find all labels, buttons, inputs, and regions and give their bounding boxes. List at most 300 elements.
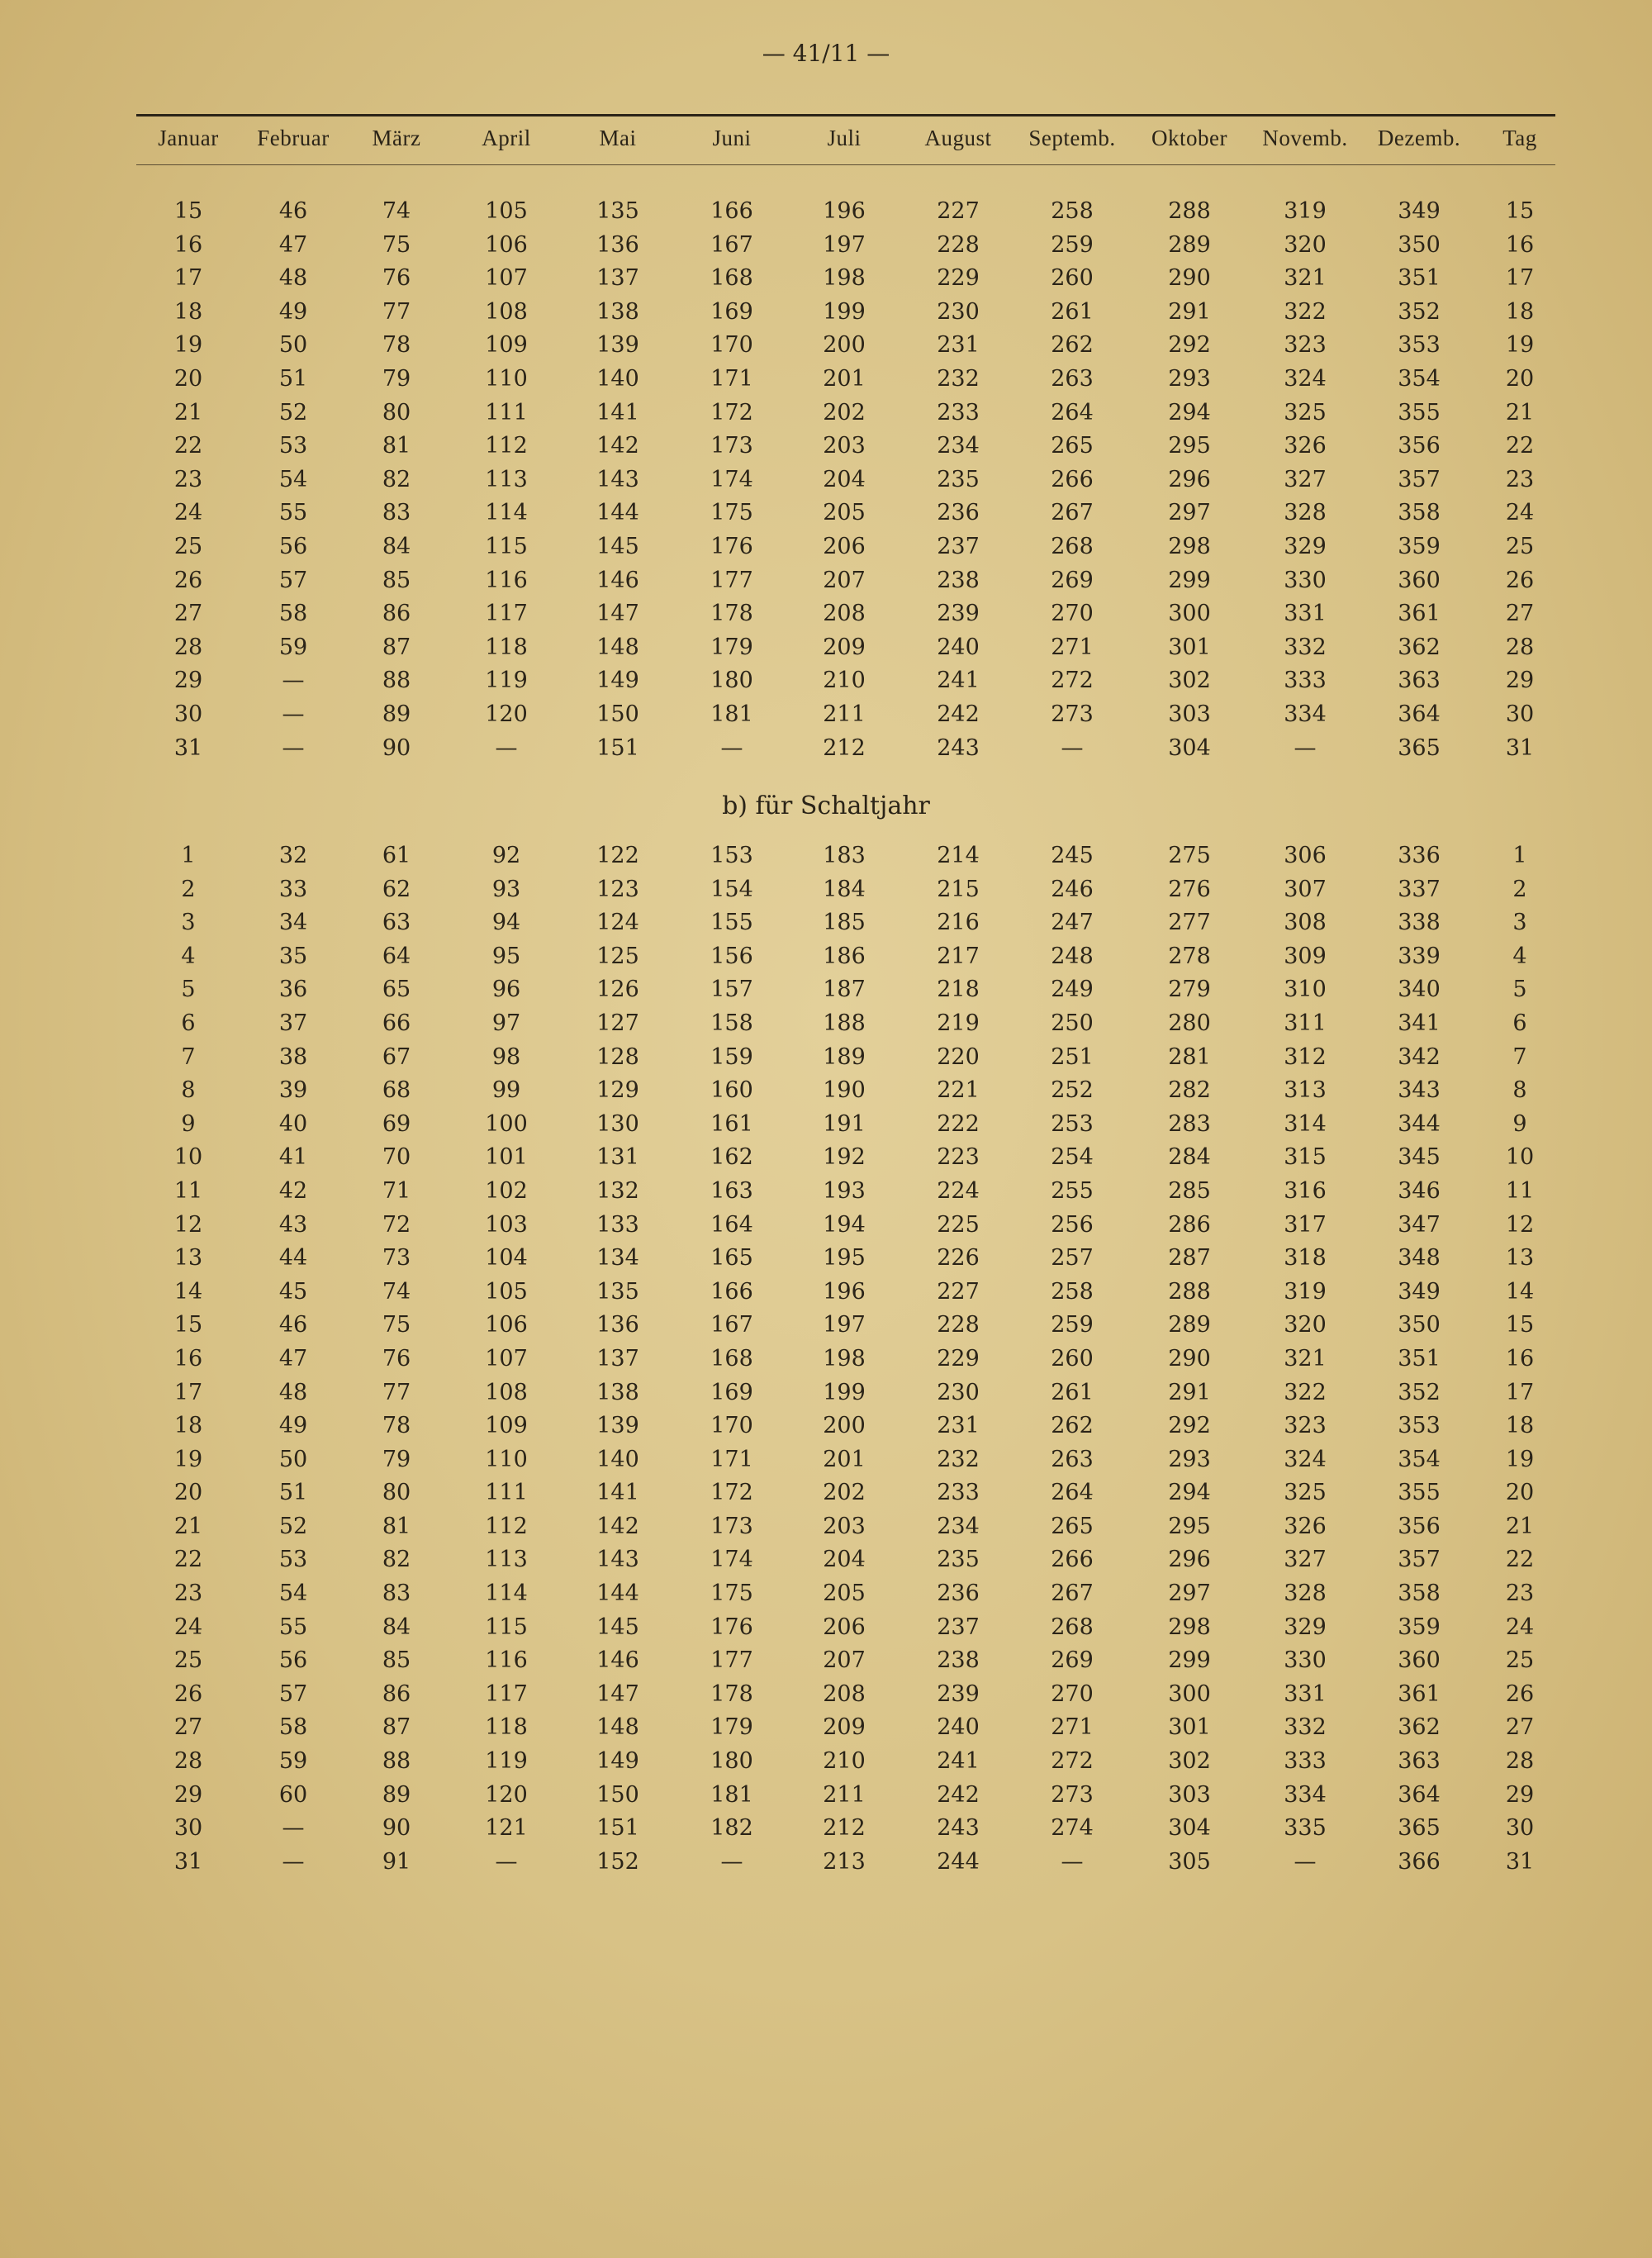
table-cell: 359 xyxy=(1398,1614,1441,1640)
table-cell: 227 xyxy=(937,198,980,224)
table-cell: 5 xyxy=(181,977,196,1003)
table-cell: 60 xyxy=(278,1781,308,1808)
table-cell: 230 xyxy=(937,298,980,325)
table-cell: 293 xyxy=(1168,1446,1211,1472)
table-cell: 56 xyxy=(278,1647,308,1674)
table-cell: 91 xyxy=(382,1848,411,1875)
table-cell: 137 xyxy=(596,1345,639,1371)
table-cell: 231 xyxy=(937,1413,980,1439)
table-cell: 30 xyxy=(1505,1815,1535,1842)
table-cell: 142 xyxy=(596,1513,639,1539)
table-row xyxy=(0,397,1652,430)
table-cell: 218 xyxy=(937,977,980,1003)
table-cell: 291 xyxy=(1168,298,1211,325)
table-cell: 240 xyxy=(937,634,980,660)
table-cell: 142 xyxy=(596,433,639,459)
table-cell: 154 xyxy=(710,876,753,902)
table-cell: 234 xyxy=(937,433,980,459)
table-cell: 279 xyxy=(1168,977,1211,1003)
table-cell: 357 xyxy=(1398,1547,1441,1573)
column-header: Mai xyxy=(599,126,637,150)
table-cell: 100 xyxy=(485,1110,528,1137)
table-cell: 42 xyxy=(278,1177,308,1204)
table-cell: 232 xyxy=(937,1446,980,1472)
table-cell: 334 xyxy=(1284,701,1327,727)
table-cell: 207 xyxy=(823,567,866,593)
table-cell: 108 xyxy=(485,1379,528,1405)
table-cell: 117 xyxy=(485,1680,528,1707)
table-cell: 281 xyxy=(1168,1043,1211,1070)
table-cell: 23 xyxy=(173,466,203,492)
table-cell: 196 xyxy=(823,1278,866,1305)
table-cell: 232 xyxy=(937,365,980,392)
table-cell: 259 xyxy=(1051,231,1094,258)
table-cell: 175 xyxy=(710,1581,753,1607)
table-cell: 24 xyxy=(1505,1614,1535,1640)
table-cell: 30 xyxy=(1505,701,1535,727)
table-cell: 94 xyxy=(491,910,521,936)
table-cell: 96 xyxy=(491,977,521,1003)
table-cell: 31 xyxy=(173,734,203,761)
table-cell: 164 xyxy=(710,1211,753,1238)
table-cell: 242 xyxy=(937,701,980,727)
table-cell: 332 xyxy=(1284,1714,1327,1741)
table-cell: 21 xyxy=(1505,1513,1535,1539)
table-cell: 143 xyxy=(596,1547,639,1573)
table-cell: 26 xyxy=(1505,567,1535,593)
table-cell: 337 xyxy=(1398,876,1441,902)
table-cell: 78 xyxy=(382,1413,411,1439)
table-cell: 174 xyxy=(710,1547,753,1573)
table-cell: 144 xyxy=(596,500,639,526)
table-cell: 242 xyxy=(937,1781,980,1808)
table-cell: 332 xyxy=(1284,634,1327,660)
table-row xyxy=(0,1611,1652,1645)
table-cell: 319 xyxy=(1284,198,1327,224)
table-cell: 209 xyxy=(823,1714,866,1741)
table-cell: 307 xyxy=(1284,876,1327,902)
table-cell: 356 xyxy=(1398,1513,1441,1539)
table-cell: 322 xyxy=(1284,1379,1327,1405)
table-row xyxy=(0,329,1652,363)
table-cell: 47 xyxy=(278,231,308,258)
table-cell: 210 xyxy=(823,668,866,694)
table-cell: 105 xyxy=(485,198,528,224)
table-cell: 212 xyxy=(823,734,866,761)
table-cell: 183 xyxy=(823,843,866,868)
table-cell: 191 xyxy=(823,1110,866,1137)
table-cell: 178 xyxy=(710,601,753,627)
table-cell: 248 xyxy=(1051,943,1094,969)
table-row xyxy=(0,1376,1652,1410)
table-cell: 3 xyxy=(1512,910,1527,936)
table-cell: 136 xyxy=(596,1312,639,1338)
day-number-table-leap-year xyxy=(0,839,1652,1879)
table-cell: 102 xyxy=(485,1177,528,1204)
table-cell: 292 xyxy=(1168,1413,1211,1439)
table-cell: 6 xyxy=(181,1010,196,1036)
table-cell: 230 xyxy=(937,1379,980,1405)
table-cell: 263 xyxy=(1051,1446,1094,1472)
table-cell: 21 xyxy=(1505,399,1535,425)
section-b-title: b) für Schaltjahr xyxy=(722,791,930,820)
table-cell: 4 xyxy=(181,943,196,969)
table-cell: 216 xyxy=(937,910,980,936)
table-cell: 205 xyxy=(823,500,866,526)
table-cell: 265 xyxy=(1051,1513,1094,1539)
table-row xyxy=(0,1041,1652,1075)
table-row xyxy=(0,597,1652,631)
table-cell: 267 xyxy=(1051,500,1094,526)
table-cell: 327 xyxy=(1284,466,1327,492)
table-cell: 1 xyxy=(1512,843,1527,868)
table-cell: 210 xyxy=(823,1748,866,1775)
table-cell: 35 xyxy=(278,943,308,969)
table-cell: 115 xyxy=(485,533,528,559)
table-cell: 329 xyxy=(1284,1614,1327,1640)
table-cell: 252 xyxy=(1051,1077,1094,1104)
table-cell: 193 xyxy=(823,1177,866,1204)
table-cell: 301 xyxy=(1168,634,1211,660)
table-cell: 148 xyxy=(596,634,639,660)
table-cell: 9 xyxy=(1512,1110,1527,1137)
table-cell: 74 xyxy=(382,1278,411,1305)
table-cell: 285 xyxy=(1168,1177,1211,1204)
table-cell: 354 xyxy=(1398,365,1441,392)
table-cell: 30 xyxy=(173,701,203,727)
table-cell: 27 xyxy=(1505,601,1535,627)
table-cell: 166 xyxy=(710,1278,753,1305)
table-cell: 194 xyxy=(823,1211,866,1238)
table-cell: 306 xyxy=(1284,843,1327,868)
table-cell: 63 xyxy=(382,910,411,936)
table-cell: 304 xyxy=(1168,1815,1211,1842)
table-cell: 330 xyxy=(1284,1647,1327,1674)
table-cell: 59 xyxy=(278,634,308,660)
table-cell: 113 xyxy=(485,466,528,492)
table-cell: 233 xyxy=(937,1480,980,1506)
table-cell: 25 xyxy=(173,1647,203,1674)
table-cell: 186 xyxy=(823,943,866,969)
table-cell: 20 xyxy=(173,365,203,392)
table-cell: 97 xyxy=(491,1010,521,1036)
table-cell: 26 xyxy=(1505,1680,1535,1707)
table-cell: 76 xyxy=(382,265,411,292)
table-cell: 76 xyxy=(382,1345,411,1371)
table-row xyxy=(0,463,1652,497)
table-cell: 235 xyxy=(937,466,980,492)
table-cell: 150 xyxy=(596,1781,639,1808)
table-cell: 44 xyxy=(278,1245,308,1272)
table-cell: 55 xyxy=(278,1614,308,1640)
table-cell: 272 xyxy=(1051,668,1094,694)
table-cell: 364 xyxy=(1398,701,1441,727)
table-cell: — xyxy=(282,668,305,694)
table-cell: 243 xyxy=(937,734,980,761)
table-cell: 11 xyxy=(173,1177,203,1204)
table-row xyxy=(0,430,1652,463)
table-cell: 264 xyxy=(1051,399,1094,425)
table-cell: 58 xyxy=(278,601,308,627)
table-cell: 282 xyxy=(1168,1077,1211,1104)
table-cell: 14 xyxy=(1505,1278,1535,1305)
table-cell: 243 xyxy=(937,1815,980,1842)
table-cell: 219 xyxy=(937,1010,980,1036)
table-cell: 20 xyxy=(1505,1480,1535,1506)
table-cell: 109 xyxy=(485,1413,528,1439)
table-cell: 257 xyxy=(1051,1245,1094,1272)
table-cell: 228 xyxy=(937,1312,980,1338)
table-cell: 298 xyxy=(1168,1614,1211,1640)
table-cell: 354 xyxy=(1398,1446,1441,1472)
column-header: Novemb. xyxy=(1262,126,1348,150)
table-cell: — xyxy=(1294,1848,1317,1875)
table-row xyxy=(0,1644,1652,1678)
table-row xyxy=(0,906,1652,940)
table-cell: 169 xyxy=(710,298,753,325)
table-cell: 346 xyxy=(1398,1177,1441,1204)
table-cell: 108 xyxy=(485,298,528,325)
table-cell: 85 xyxy=(382,567,411,593)
table-cell: 46 xyxy=(278,1312,308,1338)
table-cell: 23 xyxy=(1505,466,1535,492)
table-cell: 2 xyxy=(1512,876,1527,902)
table-cell: 80 xyxy=(382,1480,411,1506)
table-cell: 338 xyxy=(1398,910,1441,936)
table-cell: 135 xyxy=(596,198,639,224)
table-cell: 131 xyxy=(596,1144,639,1171)
table-cell: 222 xyxy=(937,1110,980,1137)
table-cell: 203 xyxy=(823,433,866,459)
table-cell: 57 xyxy=(278,567,308,593)
table-cell: 87 xyxy=(382,1714,411,1741)
table-cell: 169 xyxy=(710,1379,753,1405)
table-cell: 82 xyxy=(382,466,411,492)
table-cell: 365 xyxy=(1398,734,1441,761)
table-cell: 28 xyxy=(1505,634,1535,660)
table-cell: 146 xyxy=(596,567,639,593)
table-row xyxy=(0,1108,1652,1142)
table-row xyxy=(0,363,1652,397)
table-cell: 29 xyxy=(173,668,203,694)
table-cell: 25 xyxy=(1505,1647,1535,1674)
table-row xyxy=(0,1309,1652,1343)
table-cell: 217 xyxy=(937,943,980,969)
table-cell: 172 xyxy=(710,1480,753,1506)
table-cell: 284 xyxy=(1168,1144,1211,1171)
table-cell: 20 xyxy=(173,1480,203,1506)
table-cell: 195 xyxy=(823,1245,866,1272)
table-cell: 71 xyxy=(382,1177,411,1204)
table-row xyxy=(0,1711,1652,1745)
table-cell: 115 xyxy=(485,1614,528,1640)
table-cell: 351 xyxy=(1398,1345,1441,1371)
table-cell: 160 xyxy=(710,1077,753,1104)
table-cell: 49 xyxy=(278,1413,308,1439)
column-header: Februar xyxy=(257,126,330,150)
table-cell: 21 xyxy=(173,399,203,425)
table-cell: 173 xyxy=(710,1513,753,1539)
table-cell: 16 xyxy=(173,1345,203,1371)
table-cell: 316 xyxy=(1284,1177,1327,1204)
table-cell: 256 xyxy=(1051,1211,1094,1238)
table-cell: 25 xyxy=(1505,533,1535,559)
table-cell: — xyxy=(282,1815,305,1842)
table-cell: 79 xyxy=(382,365,411,392)
table-cell: 258 xyxy=(1051,1278,1094,1305)
table-cell: 48 xyxy=(278,1379,308,1405)
table-cell: 260 xyxy=(1051,1345,1094,1371)
table-cell: 50 xyxy=(278,332,308,359)
table-cell: 324 xyxy=(1284,1446,1327,1472)
table-cell: 85 xyxy=(382,1647,411,1674)
table-cell: 267 xyxy=(1051,1581,1094,1607)
table-cell: 40 xyxy=(278,1110,308,1137)
table-cell: 265 xyxy=(1051,433,1094,459)
table-cell: — xyxy=(495,734,518,761)
table-row xyxy=(0,1577,1652,1611)
table-cell: 328 xyxy=(1284,500,1327,526)
table-cell: 77 xyxy=(382,298,411,325)
table-cell: 121 xyxy=(485,1815,528,1842)
table-cell: — xyxy=(1061,734,1084,761)
table-cell: 26 xyxy=(173,567,203,593)
table-cell: 343 xyxy=(1398,1077,1441,1104)
table-cell: 48 xyxy=(278,265,308,292)
table-cell: 255 xyxy=(1051,1177,1094,1204)
table-row xyxy=(0,940,1652,974)
table-cell: 70 xyxy=(382,1144,411,1171)
table-cell: 86 xyxy=(382,601,411,627)
table-cell: 189 xyxy=(823,1043,866,1070)
table-row xyxy=(0,1846,1652,1880)
table-cell: 98 xyxy=(491,1043,521,1070)
table-cell: 41 xyxy=(278,1144,308,1171)
table-cell: 304 xyxy=(1168,734,1211,761)
table-row xyxy=(0,1343,1652,1376)
table-cell: 31 xyxy=(1505,734,1535,761)
table-row xyxy=(0,1812,1652,1846)
table-cell: 140 xyxy=(596,365,639,392)
table-cell: 18 xyxy=(1505,1413,1535,1439)
table-cell: 7 xyxy=(181,1043,196,1070)
table-cell: 321 xyxy=(1284,265,1327,292)
table-cell: 303 xyxy=(1168,701,1211,727)
table-cell: 292 xyxy=(1168,332,1211,359)
table-cell: 347 xyxy=(1398,1211,1441,1238)
table-cell: 294 xyxy=(1168,1480,1211,1506)
table-cell: 328 xyxy=(1284,1581,1327,1607)
table-cell: 363 xyxy=(1398,668,1441,694)
column-header: Oktober xyxy=(1151,126,1227,150)
table-row xyxy=(0,564,1652,598)
table-cell: 80 xyxy=(382,399,411,425)
table-cell: 244 xyxy=(937,1848,980,1875)
table-cell: 259 xyxy=(1051,1312,1094,1338)
table-cell: 197 xyxy=(823,1312,866,1338)
table-cell: 28 xyxy=(173,634,203,660)
table-cell: 356 xyxy=(1398,433,1441,459)
table-cell: 263 xyxy=(1051,365,1094,392)
table-cell: 174 xyxy=(710,466,753,492)
table-cell: 149 xyxy=(596,1748,639,1775)
table-cell: 89 xyxy=(382,701,411,727)
table-cell: 24 xyxy=(1505,500,1535,526)
table-cell: 104 xyxy=(485,1245,528,1272)
table-cell: 176 xyxy=(710,533,753,559)
table-cell: 271 xyxy=(1051,1714,1094,1741)
table-cell: 180 xyxy=(710,668,753,694)
table-cell: 246 xyxy=(1051,876,1094,902)
table-cell: 3 xyxy=(181,910,196,936)
table-cell: 29 xyxy=(1505,1781,1535,1808)
table-row xyxy=(0,1678,1652,1712)
table-cell: 241 xyxy=(937,668,980,694)
table-cell: 153 xyxy=(710,843,753,868)
table-cell: 159 xyxy=(710,1043,753,1070)
table-cell: 53 xyxy=(278,1547,308,1573)
table-cell: 26 xyxy=(173,1680,203,1707)
table-cell: 4 xyxy=(1512,943,1527,969)
table-cell: 188 xyxy=(823,1010,866,1036)
header-rule xyxy=(136,164,1555,165)
table-cell: 261 xyxy=(1051,1379,1094,1405)
table-cell: 314 xyxy=(1284,1110,1327,1137)
table-cell: 236 xyxy=(937,1581,980,1607)
table-cell: 16 xyxy=(1505,1345,1535,1371)
table-cell: 73 xyxy=(382,1245,411,1272)
page-number: — 41/11 — xyxy=(762,40,890,67)
table-cell: 208 xyxy=(823,1680,866,1707)
table-cell: 133 xyxy=(596,1211,639,1238)
table-cell: 27 xyxy=(173,601,203,627)
table-cell: 55 xyxy=(278,500,308,526)
table-cell: 19 xyxy=(1505,332,1535,359)
table-cell: 247 xyxy=(1051,910,1094,936)
table-cell: 119 xyxy=(485,1748,528,1775)
table-cell: 93 xyxy=(491,876,521,902)
table-cell: 118 xyxy=(485,634,528,660)
table-cell: 59 xyxy=(278,1748,308,1775)
table-cell: 43 xyxy=(278,1211,308,1238)
table-cell: 269 xyxy=(1051,567,1094,593)
table-cell: 181 xyxy=(710,701,753,727)
table-cell: 84 xyxy=(382,1614,411,1640)
table-cell: 15 xyxy=(1505,1312,1535,1338)
table-cell: — xyxy=(282,734,305,761)
table-cell: 137 xyxy=(596,265,639,292)
table-cell: 336 xyxy=(1398,843,1441,868)
table-cell: 19 xyxy=(173,1446,203,1472)
table-cell: 349 xyxy=(1398,1278,1441,1305)
table-cell: 236 xyxy=(937,500,980,526)
table-cell: 31 xyxy=(173,1848,203,1875)
table-cell: 17 xyxy=(173,265,203,292)
table-cell: 182 xyxy=(710,1815,753,1842)
table-cell: 75 xyxy=(382,1312,411,1338)
table-cell: 302 xyxy=(1168,1748,1211,1775)
table-cell: 119 xyxy=(485,668,528,694)
table-row xyxy=(0,1543,1652,1577)
table-cell: 19 xyxy=(1505,1446,1535,1472)
table-cell: — xyxy=(282,701,305,727)
table-cell: 362 xyxy=(1398,1714,1441,1741)
table-cell: 310 xyxy=(1284,977,1327,1003)
table-cell: 67 xyxy=(382,1043,411,1070)
table-cell: 268 xyxy=(1051,533,1094,559)
table-cell: 308 xyxy=(1284,910,1327,936)
table-cell: 324 xyxy=(1284,365,1327,392)
